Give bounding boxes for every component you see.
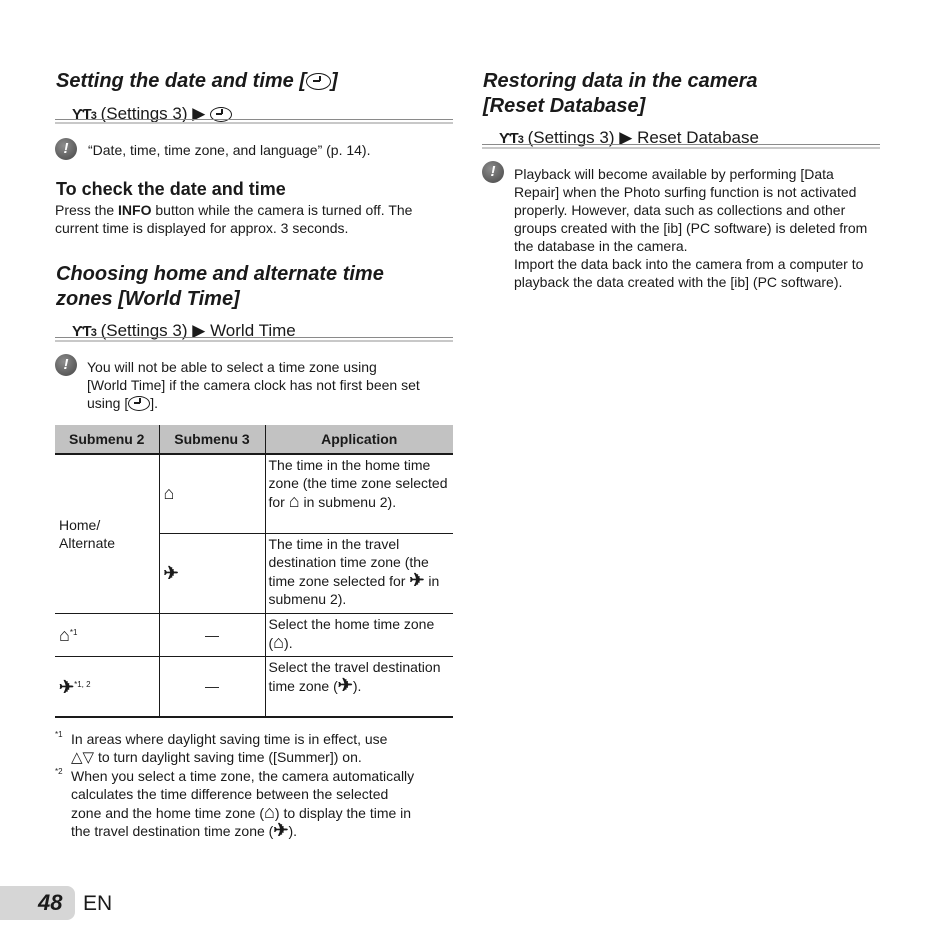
world-title-line1: Choosing home and alternate time (56, 263, 384, 285)
plane-icon: ✈ (337, 674, 353, 695)
world-title-line2: zones [World Time] (56, 288, 240, 310)
home-alternate-cell: Home/ Alternate (55, 454, 159, 613)
footnote-1-line2-text: to turn daylight saving time ([Summer]) on. (97, 749, 362, 765)
settings-icon: ƳƬ3 (72, 106, 96, 123)
up-down-arrow-icon: △▽ (71, 749, 95, 766)
page-number: 48 (38, 890, 63, 915)
menu-divider (55, 337, 453, 342)
menu-target-label: Reset Database (637, 128, 759, 147)
footnote-2-line4-post: ). (288, 823, 297, 839)
footnote-2-line3 (71, 803, 411, 822)
home-desc-pre: The time in the home time zone (the time zone selected for (268, 457, 448, 510)
travel-description-cell (265, 533, 453, 613)
menu-arrow-icon: ▶ (192, 104, 206, 123)
travel-submenu-cell (55, 656, 159, 717)
footnote-2-line4 (71, 821, 297, 840)
home-option-cell (159, 454, 265, 533)
table-header-row (55, 425, 453, 454)
menu-arrow-icon: ▶ (192, 321, 206, 340)
reset-note (482, 161, 880, 311)
world-note (55, 354, 453, 414)
settings-icon: ƳƬ3 (72, 323, 96, 340)
caution-icon: ! (55, 354, 77, 376)
table-header: Submenu 2 (55, 425, 159, 454)
world-note-line3 (87, 394, 453, 412)
date-title-text: Setting the date and time [ (56, 70, 307, 92)
table-row (55, 454, 453, 533)
footnote-2-line3-pre: zone and the home time zone ( (71, 805, 265, 821)
settings-icon: ƳƬ3 (499, 130, 523, 147)
reset-section-title (483, 69, 881, 119)
date-title-close: ] (331, 70, 338, 92)
check-heading: To check the date and time (56, 179, 286, 199)
menu-settings-label: (Settings 3) (100, 321, 188, 340)
travel-desc-post: in submenu 2). (268, 572, 440, 607)
world-note-line3-pre: using [ (87, 395, 129, 411)
caution-icon: ! (55, 138, 77, 160)
table-row (55, 656, 453, 717)
travel-select-cell (265, 656, 453, 717)
home-select-post: ). (284, 634, 293, 651)
dash-cell: — (159, 613, 265, 656)
footnote-2-line2: calculates the time difference between the selected (71, 786, 389, 802)
plane-icon: ✈ (163, 562, 179, 583)
dash-cell: — (159, 656, 265, 717)
table-row (55, 613, 453, 656)
world-note-line2: [World Time] if the camera clock has not first been set (87, 377, 420, 393)
menu-divider (55, 119, 453, 124)
home-icon: ⌂ (163, 483, 175, 504)
table-header: Submenu 3 (159, 425, 265, 454)
plane-icon: ✈ (273, 820, 289, 840)
reset-title-line2: [Reset Database] (483, 95, 646, 117)
page-language: EN (83, 892, 113, 915)
home-select-cell (265, 613, 453, 656)
clock-icon (306, 73, 331, 90)
footnote-1-line2 (71, 748, 362, 767)
home-submenu-cell (55, 613, 159, 656)
footnote-1-line1: In areas where daylight saving time is in effect, use (71, 731, 388, 747)
home-select-pre: Select the home time zone ( (268, 615, 435, 651)
home-icon: ⌂ (288, 491, 300, 511)
plane-icon: ✈ (59, 676, 75, 697)
footnote-ref: *1 (69, 628, 78, 637)
check-text-pre: Press the (55, 202, 119, 218)
world-note-line1: You will not be able to select a time zone using (87, 359, 377, 375)
caution-icon: ! (482, 161, 504, 183)
home-icon: ⌂ (273, 631, 285, 652)
date-note (55, 138, 453, 162)
world-note-text (87, 358, 453, 412)
menu-divider (482, 144, 880, 149)
info-button-label: INFO (118, 202, 152, 218)
check-text-post: button while the camera is turned off. The current time is displayed for approx. 3 seconds. (55, 202, 413, 236)
footnote-2 (55, 767, 453, 843)
home-icon: ⌂ (264, 802, 275, 822)
reset-title-line1: Restoring data in the camera (483, 70, 758, 92)
world-time-table (55, 425, 453, 718)
footnote-2-line1: When you select a time zone, the camera automatically (71, 768, 415, 784)
travel-select-post: ). (352, 677, 362, 694)
date-note-text: “Date, time, time zone, and language” (p. 14). (88, 142, 371, 158)
check-text (55, 201, 453, 237)
travel-select-pre: Select the travel destination time zone ( (268, 658, 441, 694)
footnote-2-line3-post: ) to display the time in (274, 805, 412, 821)
world-section-title (56, 262, 454, 312)
date-section-title (56, 69, 338, 94)
footnote-ref: *1, 2 (74, 679, 91, 689)
footnote-mark: *1 (55, 730, 63, 739)
home-icon: ⌂ (59, 625, 70, 645)
travel-desc-pre: The time in the travel destination time zone (the time zone selected for (268, 535, 429, 589)
footnote-1 (55, 730, 453, 770)
home-description-cell (265, 454, 453, 533)
table-header: Application (265, 425, 453, 454)
footnote-mark: *2 (55, 767, 63, 776)
footnote-2-line4-pre: the travel destination time zone ( (71, 823, 274, 839)
menu-settings-label: (Settings 3) (527, 128, 615, 147)
menu-arrow-icon: ▶ (619, 128, 633, 147)
reset-note-text: Playback will become available by performing [Data Repair] when the Photo surfing function is not activated properly. However, data such as collections and other groups created with the [ib] (PC software) is deleted from the database in the camera. Import the data back into the camera from a computer to playback the data created with the [ib] (PC software). (514, 166, 868, 290)
plane-icon: ✈ (409, 569, 425, 590)
home-desc-post: in submenu 2). (299, 494, 397, 510)
menu-target-label: World Time (210, 321, 296, 340)
world-note-line3-post: ]. (150, 395, 159, 411)
menu-settings-label: (Settings 3) (100, 104, 188, 123)
clock-icon (128, 396, 150, 411)
travel-option-cell (159, 533, 265, 613)
